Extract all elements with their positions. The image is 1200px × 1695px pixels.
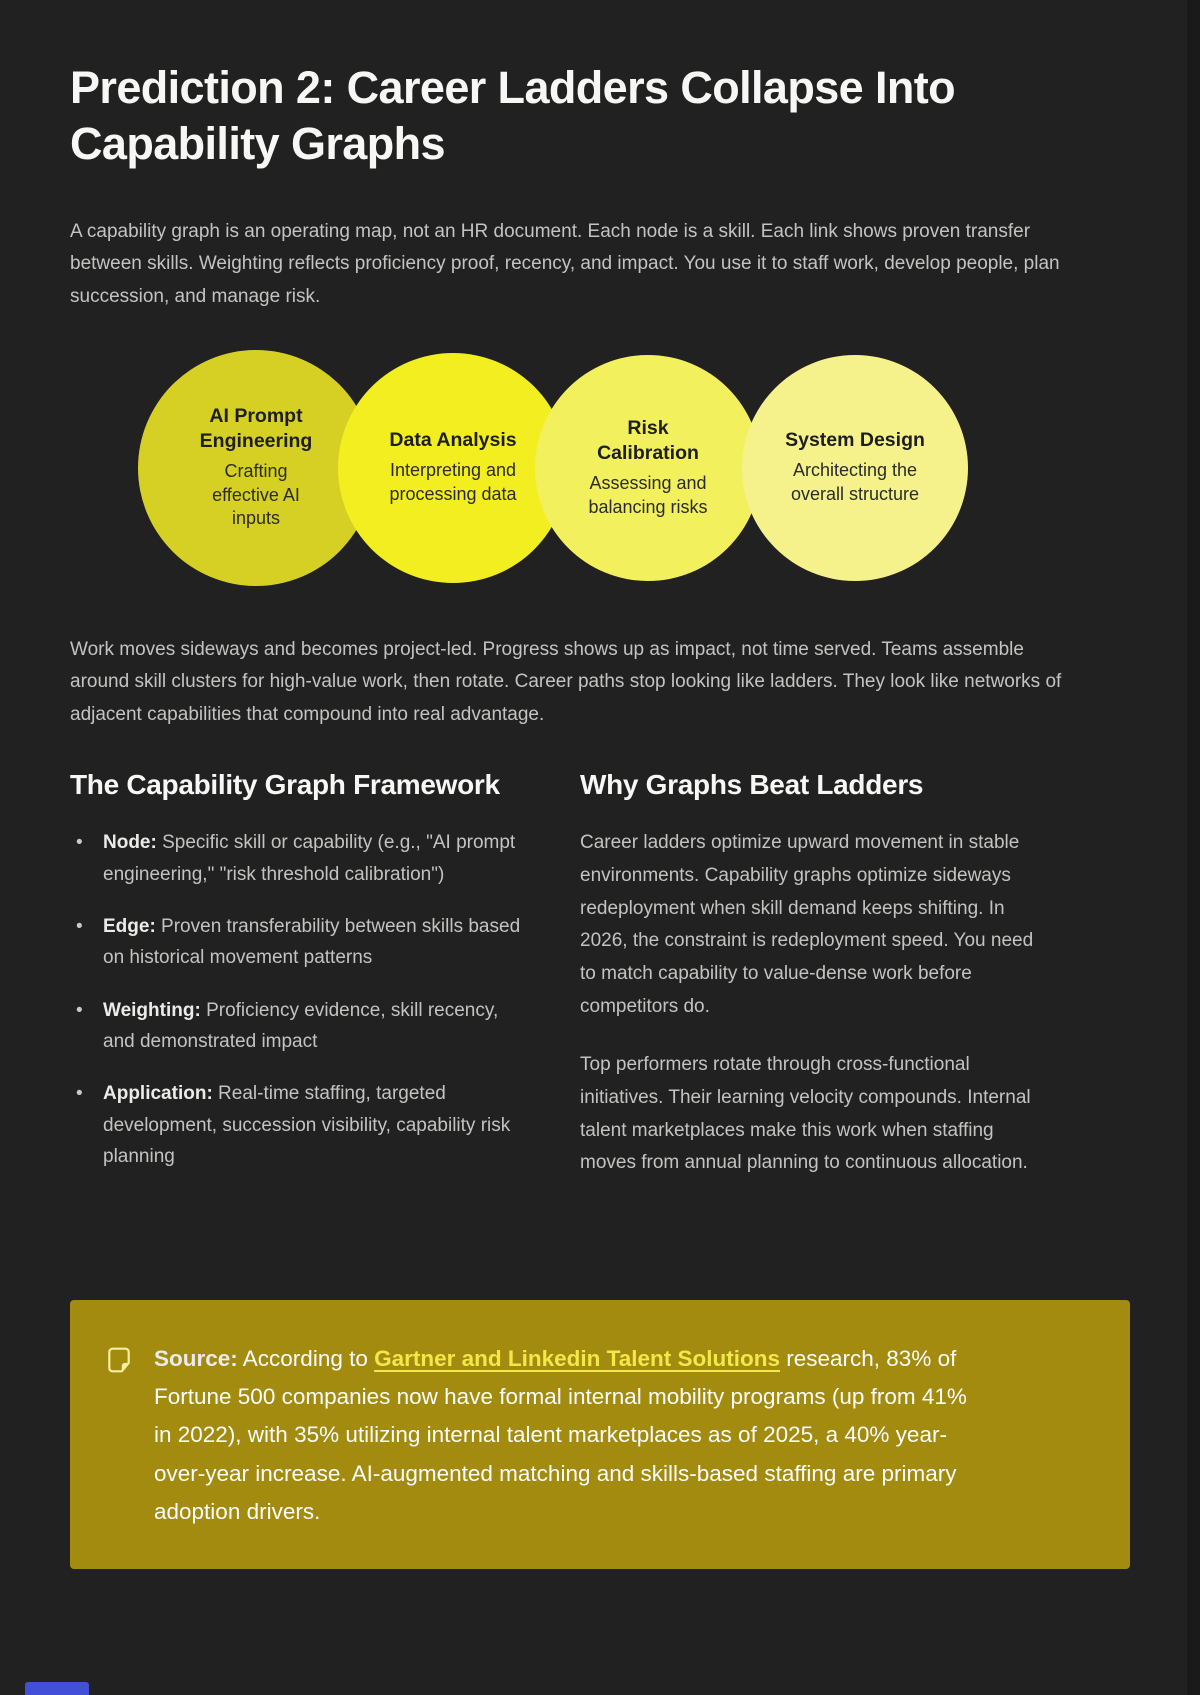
circle-title: Data Analysis xyxy=(389,429,517,452)
why-paragraph-1: Career ladders optimize upward movement in stable environments. Capability graphs optimize sideways redeployment when skill demand keeps shifting. In 2026, the constraint is redeployment speed. You need to match capability to value-dense work before competitors do. xyxy=(580,832,1034,1017)
intro-paragraph: A capability graph is an operating map, not an HR document. Each node is a skill. Each link shows proven transfer between skills. Weighting reflects proficiency proof, recency, and impact. You use it to staff work, develop people, plan succession, and manage risk. xyxy=(70,220,1060,307)
circle-title: Risk Calibration xyxy=(597,416,699,464)
source-label: Source: xyxy=(154,1345,238,1371)
bullet-text: Real-time staffing, targeted development, succession visibility, capability risk planning xyxy=(103,1083,511,1167)
bullet-edge xyxy=(70,911,530,974)
bullet-node xyxy=(70,827,530,890)
circle-subtitle: Assessing and balancing risks xyxy=(588,472,708,517)
bullet-text: Specific skill or capability (e.g., "AI prompt engineering," "risk threshold calibration") xyxy=(103,832,516,885)
note-icon xyxy=(106,1340,132,1379)
framework-column xyxy=(70,768,530,1194)
circle-subtitle: Architecting the overall structure xyxy=(790,460,920,505)
circle-title: AI Prompt Engineering xyxy=(199,405,313,452)
why-graphs-column xyxy=(580,768,1040,1206)
circle-subtitle: Interpreting and processing data xyxy=(389,460,517,505)
source-suffix: research, 83% of Fortune 500 companies now have formal internal mobility programs (up from 41% in 2022), with 35% utilizing internal talent marketplaces as of 2025, a 40% year-over-year increase. AI-augmented matching and skills-based staffing are primary adoption drivers. xyxy=(154,1345,967,1524)
page-title: Prediction 2: Career Ladders Collapse Into Capability Graphs xyxy=(70,62,956,169)
capability-circles-diagram xyxy=(70,350,1130,588)
bullet-term: Application: xyxy=(103,1083,213,1105)
mid-paragraph: Work moves sideways and becomes project-led. Progress shows up as impact, not time served. Teams assemble around skill clusters for high-value work, then rotate. Career paths stop looking like ladders. They look like networks of adjacent capabilities that compound into real advantage. xyxy=(70,638,1062,725)
circle-subtitle: Crafting effective AI inputs xyxy=(212,460,300,529)
bullet-weighting xyxy=(70,995,530,1058)
circle-system-design xyxy=(742,355,968,581)
circle-risk-calibration xyxy=(535,355,761,581)
next-section-accent xyxy=(25,1682,89,1695)
source-prefix: According to xyxy=(237,1345,375,1371)
bullet-text: Proven transferability between skills based on historical movement patterns xyxy=(103,915,521,969)
source-callout xyxy=(70,1300,1130,1569)
two-column-section xyxy=(70,768,1130,1206)
source-text xyxy=(154,1340,986,1531)
bullet-text: Proficiency evidence, skill recency, and demonstrated impact xyxy=(103,999,499,1052)
bullet-term: Weighting: xyxy=(103,999,201,1021)
circle-data-analysis xyxy=(338,353,568,583)
circle-title: System Design xyxy=(785,429,925,452)
bullet-application xyxy=(70,1078,530,1172)
why-graphs-heading: Why Graphs Beat Ladders xyxy=(580,768,924,800)
source-link[interactable]: Gartner and Linkedin Talent Solutions xyxy=(374,1345,780,1371)
why-paragraph-2: Top performers rotate through cross-functional initiatives. Their learning velocity compounds. Internal talent marketplaces make this work when staffing moves from annual planning to continuous allocation. xyxy=(580,1054,1031,1174)
framework-bullet-list xyxy=(70,827,530,1172)
bullet-term: Edge: xyxy=(103,915,156,937)
bullet-term: Node: xyxy=(103,832,157,854)
framework-heading: The Capability Graph Framework xyxy=(70,768,500,800)
